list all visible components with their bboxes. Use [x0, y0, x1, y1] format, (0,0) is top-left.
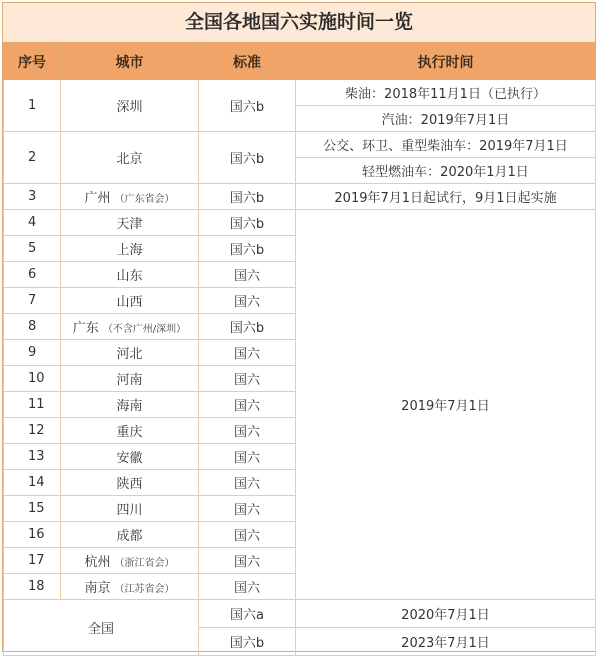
row-time: 公交、环卫、重型柴油车：2019年7月1日 [296, 132, 596, 158]
row-index: 14 [4, 470, 61, 496]
row-standard: 国六b [199, 210, 296, 236]
national-standard: 国六b [199, 628, 296, 656]
row-city: 安徽 [61, 444, 199, 470]
row-city-cell [61, 548, 199, 574]
row-index: 11 [4, 392, 61, 418]
national-standard: 国六a [199, 600, 296, 628]
row-city-cell [61, 574, 199, 600]
row-standard: 国六 [199, 392, 296, 418]
row-index: 8 [4, 314, 61, 340]
row-city: 山东 [61, 262, 199, 288]
row-time: 2019年7月1日起试行，9月1日起实施 [296, 184, 596, 210]
row-time: 柴油：2018年11月1日（已执行） [296, 80, 596, 106]
header-row [4, 44, 596, 80]
header-index: 序号 [4, 44, 61, 80]
row-city-cell [61, 314, 199, 340]
table-row [4, 210, 596, 236]
row-city: 重庆 [61, 418, 199, 444]
row-index: 4 [4, 210, 61, 236]
row-standard: 国六 [199, 418, 296, 444]
row-city: 深圳 [61, 80, 199, 132]
header-standard: 标准 [199, 44, 296, 80]
row-standard: 国六 [199, 470, 296, 496]
row-index: 5 [4, 236, 61, 262]
row-index: 13 [4, 444, 61, 470]
table-row [4, 80, 596, 106]
row-city-note: （江苏省会） [114, 584, 175, 595]
row-standard: 国六 [199, 444, 296, 470]
national-label: 全国 [4, 600, 199, 656]
row-city: 广东 [72, 321, 99, 336]
row-standard: 国六 [199, 548, 296, 574]
implementation-table [3, 43, 596, 656]
row-city: 北京 [61, 132, 199, 184]
row-index: 1 [4, 80, 61, 132]
table-row [4, 600, 596, 628]
row-standard: 国六 [199, 366, 296, 392]
row-standard: 国六 [199, 262, 296, 288]
table-frame [2, 2, 596, 652]
row-index: 17 [4, 548, 61, 574]
row-standard: 国六b [199, 236, 296, 262]
row-standard: 国六 [199, 496, 296, 522]
row-city: 陕西 [61, 470, 199, 496]
table-row [4, 132, 596, 158]
row-city-cell [61, 184, 199, 210]
row-city: 河北 [61, 340, 199, 366]
row-city: 成都 [61, 522, 199, 548]
row-index: 16 [4, 522, 61, 548]
row-standard: 国六 [199, 522, 296, 548]
row-standard: 国六 [199, 340, 296, 366]
row-time: 轻型燃油车：2020年1月1日 [296, 158, 596, 184]
row-standard: 国六b [199, 314, 296, 340]
row-index: 18 [4, 574, 61, 600]
national-time: 2023年7月1日 [296, 628, 596, 656]
row-city-note: （不含广州/深圳） [102, 324, 187, 335]
row-city: 南京 [84, 581, 111, 596]
table-title: 全国各地国六实施时间一览 [3, 3, 595, 43]
row-city: 上海 [61, 236, 199, 262]
row-standard: 国六b [199, 80, 296, 132]
national-time: 2020年7月1日 [296, 600, 596, 628]
row-standard: 国六 [199, 574, 296, 600]
row-city: 海南 [61, 392, 199, 418]
row-city: 杭州 [84, 555, 111, 570]
row-city: 天津 [61, 210, 199, 236]
header-city: 城市 [61, 44, 199, 80]
row-index: 3 [4, 184, 61, 210]
row-city: 广州 [84, 191, 111, 206]
row-standard: 国六 [199, 288, 296, 314]
row-index: 9 [4, 340, 61, 366]
row-city: 四川 [61, 496, 199, 522]
row-standard: 国六b [199, 184, 296, 210]
row-city-note: （广东省会） [114, 194, 175, 205]
row-index: 6 [4, 262, 61, 288]
row-index: 12 [4, 418, 61, 444]
table-row [4, 184, 596, 210]
row-city-note: （浙江省会） [114, 558, 175, 569]
row-index: 15 [4, 496, 61, 522]
row-time: 汽油：2019年7月1日 [296, 106, 596, 132]
row-city: 河南 [61, 366, 199, 392]
shared-time: 2019年7月1日 [296, 210, 596, 600]
header-time: 执行时间 [296, 44, 596, 80]
row-city: 山西 [61, 288, 199, 314]
row-index: 7 [4, 288, 61, 314]
row-index: 2 [4, 132, 61, 184]
row-index: 10 [4, 366, 61, 392]
row-standard: 国六b [199, 132, 296, 184]
